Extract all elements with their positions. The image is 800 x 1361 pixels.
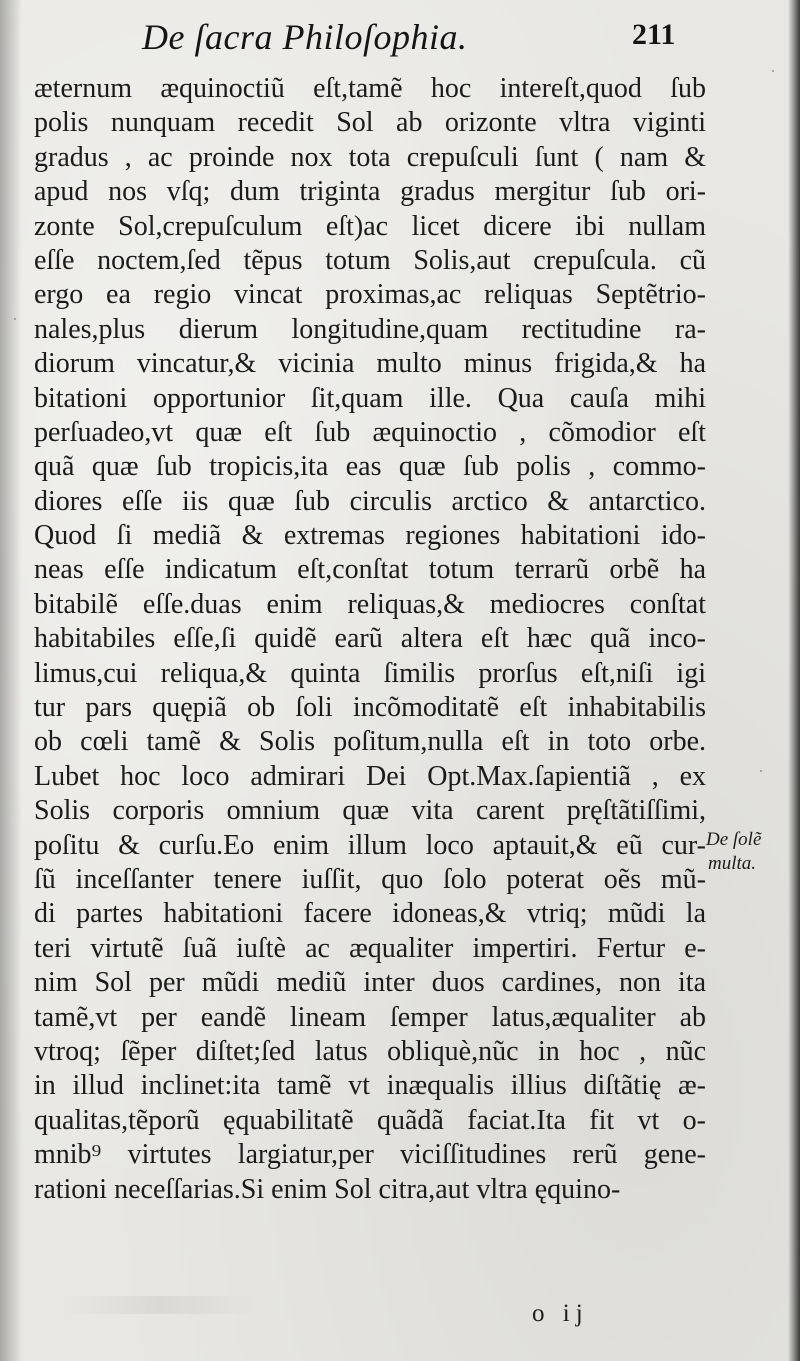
marginal-note [706,828,786,876]
text-line: polis nunquam recedit Sol ab orizonte vltra viginti [34,107,706,139]
text-line: Quod ſi mediã & extremas regiones habitationi ido- [34,520,706,552]
text-line: di partes habitationi facere idoneas,& vtriq; mũdi la [34,898,706,930]
signature-mark: o ij [532,1300,589,1327]
page-edge-shadow [788,0,800,1361]
text-line: diores eſſe iis quæ ſub circulis arctico & antarctico. [34,485,706,517]
text-line: Solis corporis omnium quæ vita carent pręſtãtiſſimi, [34,795,706,827]
text-line: apud nos vſq; dum triginta gradus mergitur ſub ori- [34,176,706,208]
text-line: rationi neceſſarias.Si enim Sol citra,aut vltra ęquino- [34,1173,621,1205]
text-line: æternum æquinoctiũ eſt,tamẽ hoc intereſt,quod ſub [34,73,706,104]
marginal-note-line: De ſolẽ [706,829,762,850]
paper-speck [772,70,774,72]
text-line: ergo ea regio vincat proximas,ac reliquas Septẽtrio- [34,279,706,311]
text-line: quã quæ ſub tropicis,ita eas quæ ſub polis , commo- [34,451,706,483]
text-line: diorum vincatur,& vicinia multo minus frigida,& ha [34,348,706,380]
text-line: tamẽ,vt per eandẽ lineam ſemper latus,æqualiter ab [34,1001,706,1033]
text-line: mnib⁹ virtutes largiatur,per viciſſitudines rerũ gene- [34,1139,706,1171]
running-title: De ſacra Philoſophia. [142,17,468,57]
gutter-shadow [0,0,22,1361]
paper-speck [760,770,762,772]
paper-speck [14,318,16,320]
bleed-through-stain [60,1296,260,1314]
text-line: habitabiles eſſe,ſi quidẽ earũ altera eſt hæc quã inco- [34,623,706,655]
text-line: neas eſſe indicatum eſt,conſtat totum terrarũ orbẽ ha [34,554,706,586]
text-line: bitationi opportunior ſit,quam ille. Qua cauſa mihi [34,382,706,414]
text-line: vtroq; ſẽper diſtet;ſed latus obliquè,nũc in hoc , nũc [34,1035,706,1067]
text-line: bitabilẽ eſſe.duas enim reliquas,& mediocres conſtat [34,588,706,620]
text-line: Lubet hoc loco admirari Dei Opt.Max.ſapientiã , ex [34,760,706,792]
text-line: perſuadeo,vt quæ eſt ſub æquinoctio , cõmodior eſt [34,416,706,448]
text-line: ob cœli tamẽ & Solis poſitum,nulla eſt in toto orbe. [34,726,706,758]
text-line: tur pars quępiã ob ſoli incõmoditatẽ eſt inhabitabilis [34,692,706,724]
text-line: nim Sol per mũdi mediũ inter duos cardines, non ita [34,967,706,999]
body-text [34,72,706,1207]
text-line: ſũ inceſſanter tenere iuſſit, quo ſolo poterat oẽs mũ- [34,863,706,895]
page-number: 211 [632,18,676,51]
text-line: qualitas,tẽporũ ęquabilitatẽ quãdã faciat.Ita fit vt o- [34,1104,706,1136]
text-line: gradus , ac proinde nox tota crepuſculi ſunt ( nam & [34,141,706,173]
text-line: nales,plus dierum longitudine,quam rectitudine ra- [34,313,706,345]
text-line: in illud inclinet:ita tamẽ vt inæqualis illius diſtãtię æ- [34,1070,706,1102]
text-line: zonte Sol,crepuſculum eſt)ac licet dicere ibi nullam [34,210,706,242]
text-line: eſſe noctem,ſed tẽpus totum Solis,aut crepuſcula. cũ [34,244,706,276]
text-line: limus,cui reliqua,& quinta ſimilis prorſus eſt,niſi igi [34,657,706,689]
marginal-note-line: multa. [708,853,757,874]
text-line: poſitu & curſu.Eo enim illum loco aptauit,& eũ cur- [34,829,706,861]
text-line: teri virtutẽ ſuã iuſtè ac æqualiter impertiri. Fertur e- [34,932,706,964]
